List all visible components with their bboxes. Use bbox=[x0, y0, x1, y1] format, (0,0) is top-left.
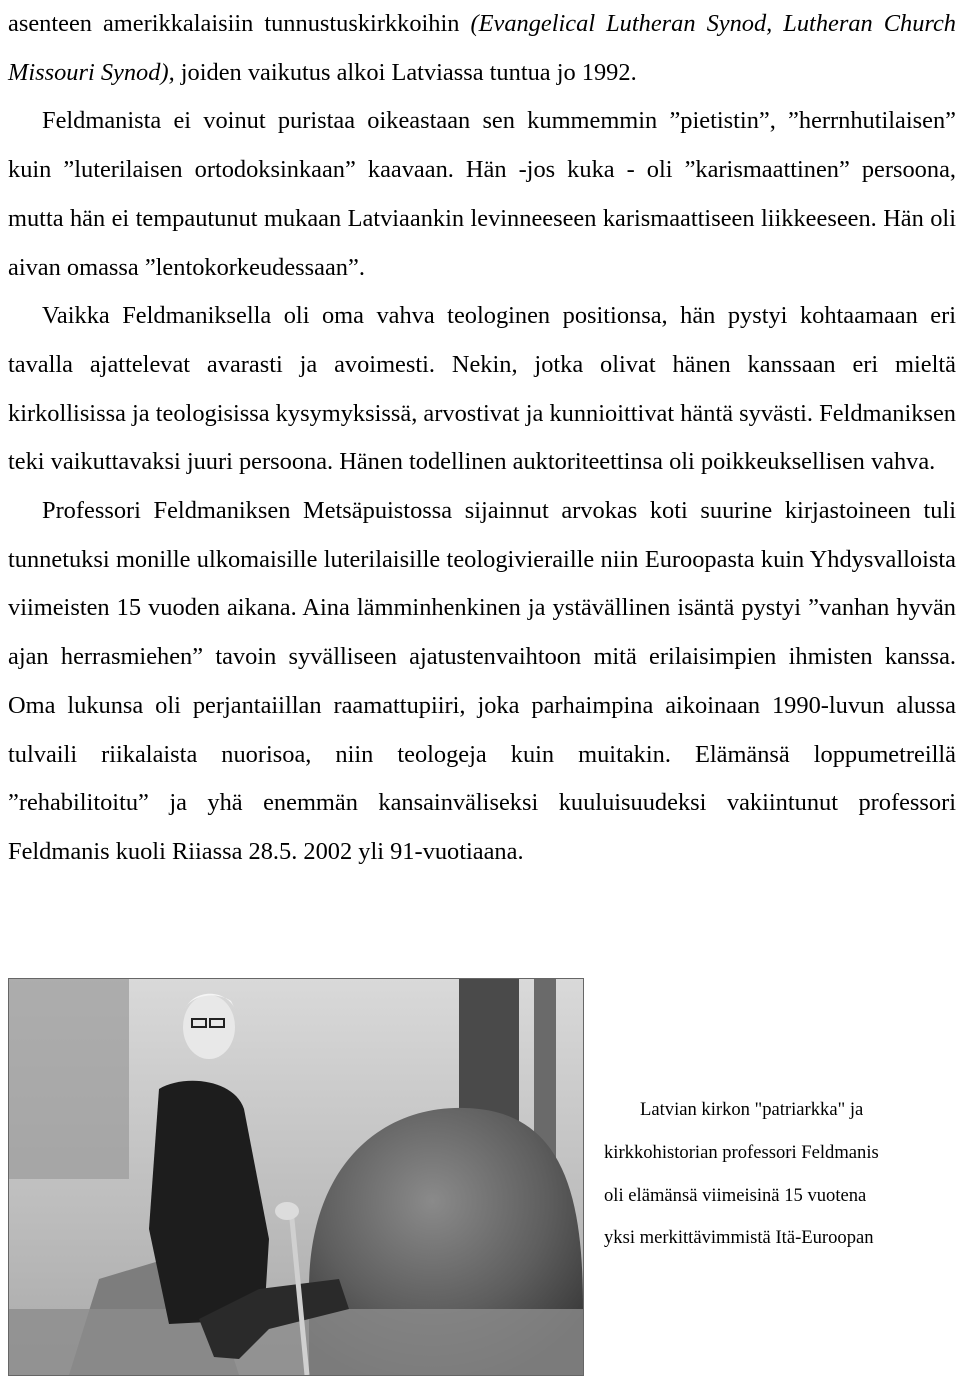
caption-line-3: oli elämänsä viimeisinä 15 vuotena bbox=[604, 1184, 867, 1206]
paragraph-3: Vaikka Feldmaniksella oli oma vahva teologinen positionsa, hän pystyi kohtaamaan eri tavalla ajattelevat avarasti ja avoimesti. Nekin, jotka olivat hänen kanssaan eri mieltä kirkollisissa ja teologisissa kysymyksissä, arvostivat ja kunnioittivat häntä syvästi. Feldmaniksen teki vaikuttavaksi juuri persoona. Hänen todellinen auktoriteettinsa oli poikkeuksellisen vahva. bbox=[8, 302, 956, 476]
caption-line-4: yksi merkittävimmistä Itä-Euroopan bbox=[604, 1227, 874, 1249]
hands bbox=[275, 1202, 299, 1220]
paragraph-1 bbox=[8, 0, 956, 97]
photo-caption bbox=[604, 1089, 960, 1260]
paragraph-2: Feldmanista ei voinut puristaa oikeastaan sen kummemmin ”pietistin”, ”herrnhutilaisen” kuin ”luterilaisen ortodoksinkaan” kaavaan. Hän -jos kuka - oli ”karismaattinen” persoona, mutta hän ei tempautunut mukaan Latviaankin levinneeseen karismaattiseen liikkeeseen. Hän oli aivan omassa ”lentokorkeudessaan”. bbox=[8, 107, 956, 281]
caption-line-2: kirkkohistorian professori Feldmanis bbox=[604, 1141, 879, 1163]
foliage-left bbox=[9, 979, 129, 1179]
paragraph-1-text-end: joiden vaikutus alkoi Latviassa tuntua jo 1992. bbox=[174, 58, 637, 86]
paragraph-1-italic-synods: (Evangelical Lutheran Synod, Lutheran Church Missouri Synod), bbox=[8, 10, 957, 86]
paragraph-4: Professori Feldmaniksen Metsäpuistossa sijainnut arvokas koti suurine kirjastoineen tuli tunnetuksi monille ulkomaisille luterilaisille teologivieraille niin Euroopasta kuin Yhdysvalloista viimeisten 15 vuoden aikana. Aina lämminhenkinen ja ystävällinen isäntä pystyi ”vanhan hyvän ajan herrasmiehen” tavoin syvälliseen ajatustenvaihtoon mitä erilaisimpien ihmisten kanssa. Oma lukunsa oli perjantaiillan raamattupiiri, joka parhaimpina aikoinaan 1990-luvun alussa tulvaili riikalaista nuorisoa, niin teologeja kuin muitakin. Elämänsä loppumetreillä ”rehabilitoitu” ja yhä enemmän kansainväliseksi kuuluisuudeksi vakiintunut professori Feldmanis kuoli Riiassa 28.5. 2002 yli 91-vuotiaana. bbox=[8, 497, 956, 865]
photo-illustration bbox=[9, 979, 583, 1375]
caption-line-1: Latvian kirkon "patriarkka" ja bbox=[640, 1099, 864, 1120]
portrait-photo bbox=[8, 978, 584, 1376]
paragraph-1-text-start: asenteen amerikkalaisiin tunnustuskirkkoihin bbox=[8, 10, 471, 37]
article-body bbox=[8, 0, 956, 877]
